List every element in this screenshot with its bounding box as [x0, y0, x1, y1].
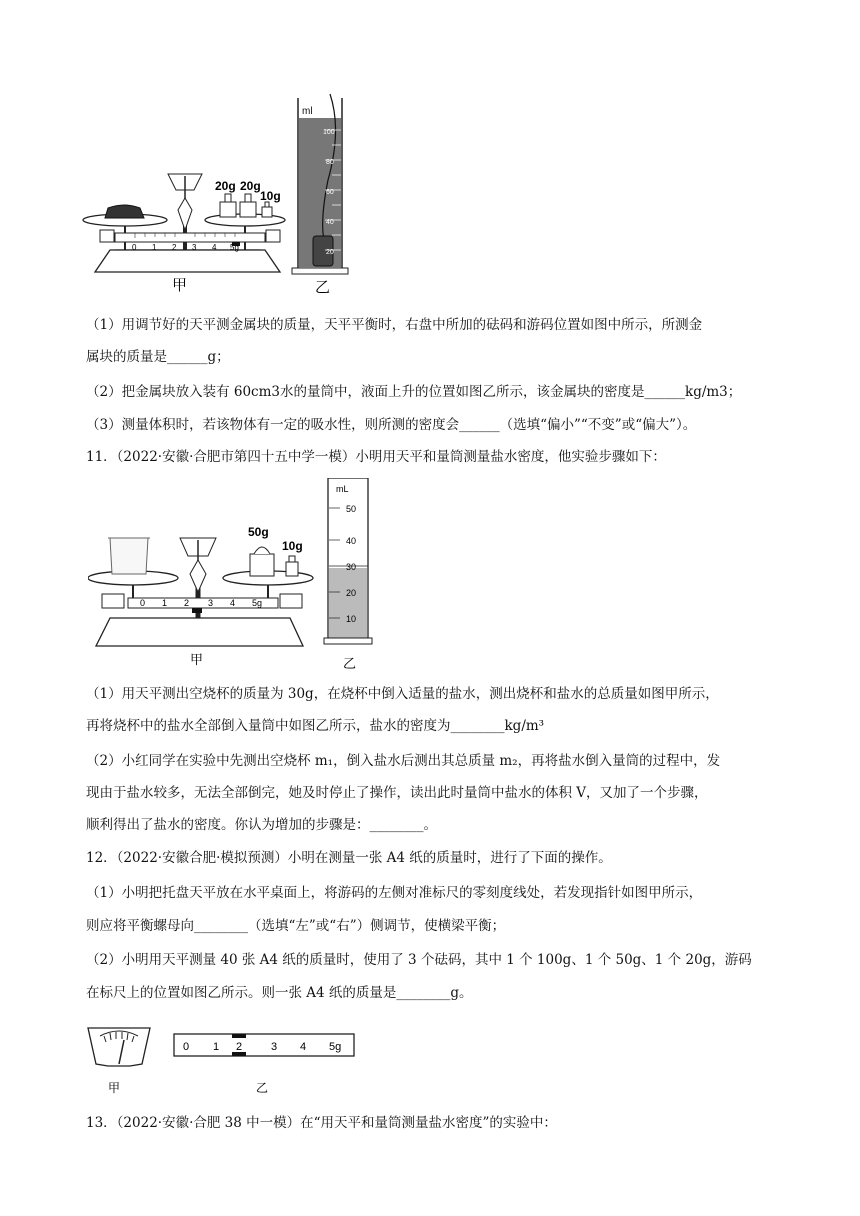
caption-yi-3: 乙: [256, 1081, 269, 1095]
q11-cylinder-tick-30: 30: [346, 562, 357, 572]
cylinder-tick-80: 80: [326, 159, 334, 166]
caption-yi-1: 乙: [315, 279, 331, 296]
q11-line-5: 顺利得出了盐水的密度。你认为增加的步骤是：________。: [86, 817, 437, 833]
q11-line-3: （2）小红同学在实验中先测出空烧杯 m₁，倒入盐水后测出其总质量 m₂，再将盐水倒入量筒的过程中，发: [86, 753, 721, 769]
q11-scale-tick-2: 2: [184, 598, 190, 608]
q10-line-2: 属块的质量是______g；: [86, 349, 230, 365]
cylinder-tick-100: 100: [323, 129, 335, 136]
weight-label-1: 20g: [215, 179, 236, 193]
q11-scale-tick-5: 5g: [252, 598, 263, 608]
q12-scale-tick-5: 5g: [329, 1041, 342, 1053]
q11-line-1: （1）用天平测出空烧杯的质量为 30g，在烧杯中倒入适量的盐水，测出烧杯和盐水的总质量如图甲所示，: [86, 686, 719, 702]
q11-cylinder-tick-50: 50: [346, 504, 357, 514]
cylinder-unit-2: mL: [336, 484, 349, 494]
q11-line-2: 再将烧杯中的盐水全部倒入量筒中如图乙所示，盐水的密度为________kg/m³: [86, 718, 545, 734]
q10-line-4: （3）测量体积时，若该物体有一定的吸水性，则所测的密度会______（选填“偏小”“不变”或“偏大”）。: [86, 417, 697, 433]
q11-title: 11．（2022·安徽·合肥市第四十五中学一模）小明用天平和量筒测量盐水密度，他实验步骤如下：: [86, 449, 666, 465]
figure-balance-salt-water: [88, 478, 388, 678]
q11-cylinder-tick-20: 20: [346, 588, 357, 598]
caption-jia-2: 甲: [190, 652, 204, 667]
q12-line-4: 在标尺上的位置如图乙所示。则一张 A4 纸的质量是________g。: [86, 985, 473, 1001]
weight-label-2: 20g: [240, 179, 261, 193]
scale-tick-3: 3: [192, 243, 197, 252]
q12-line-3: （2）小明用天平测量 40 张 A4 纸的质量时，使用了 3 个砝码，其中 1 个 100g、1 个 50g、1 个 20g，游码: [86, 952, 752, 968]
q11-scale-tick-1: 1: [162, 598, 168, 608]
scale-tick-2: 2: [172, 243, 177, 252]
q10-line-3: （2）把金属块放入装有 60cm3水的量筒中，液面上升的位置如图乙所示，该金属块的密度是______kg/m3；: [86, 384, 742, 400]
caption-yi-2: 乙: [343, 656, 357, 671]
q12-title: 12．（2022·安徽合肥·模拟预测）小明在测量一张 A4 纸的质量时，进行了下面的操作。: [86, 850, 612, 866]
q11-scale-tick-0: 0: [140, 598, 146, 608]
q11-cylinder-tick-40: 40: [346, 536, 357, 546]
q12-scale-tick-0: 0: [183, 1041, 190, 1053]
cylinder-tick-20: 20: [326, 249, 334, 256]
q10-line-1: （1）用调节好的天平测金属块的质量，天平平衡时，右盘中所加的砝码和游码位置如图中所示，所测金: [86, 317, 703, 333]
q13-title: 13．（2022·安徽·合肥 38 中一模）在“用天平和量筒测量盐水密度”的实验中：: [86, 1115, 557, 1131]
q11-cylinder-tick-10: 10: [346, 614, 357, 624]
q11-weight-10g: 10g: [282, 539, 303, 553]
caption-jia-1: 甲: [172, 277, 188, 294]
q11-scale-tick-3: 3: [208, 598, 214, 608]
scale-tick-0: 0: [132, 243, 137, 252]
weight-label-3: 10g: [260, 189, 281, 203]
q12-line-2: 则应将平衡螺母向________（选填“左”或“右”）侧调节，使横梁平衡；: [86, 918, 506, 934]
figure-pointer-and-rider: [86, 1020, 376, 1100]
q12-scale-tick-1: 1: [213, 1041, 220, 1053]
caption-jia-3: 甲: [108, 1081, 121, 1095]
figure-balance-metal-block: [80, 90, 380, 300]
cylinder-tick-60: 60: [326, 189, 334, 196]
scale-tick-1: 1: [152, 243, 157, 252]
q11-weight-50g: 50g: [248, 525, 269, 539]
scale-tick-4: 4: [212, 243, 217, 252]
q12-scale-tick-3: 3: [271, 1041, 278, 1053]
q11-scale-tick-4: 4: [230, 598, 236, 608]
q12-scale-tick-4: 4: [300, 1041, 307, 1053]
cylinder-unit-1: ml: [302, 106, 313, 117]
q12-line-1: （1）小明把托盘天平放在水平桌面上，将游码的左侧对准标尺的零刻度线处，若发现指针如图甲所示，: [86, 885, 703, 901]
q11-line-4: 现由于盐水较多，无法全部倒完，她及时停止了操作，读出此时量筒中盐水的体积 V，又加了一个步骤，: [86, 785, 708, 801]
scale-tick-5: 5g: [230, 243, 239, 252]
q12-scale-tick-2: 2: [236, 1041, 243, 1053]
cylinder-tick-40: 40: [326, 219, 334, 226]
